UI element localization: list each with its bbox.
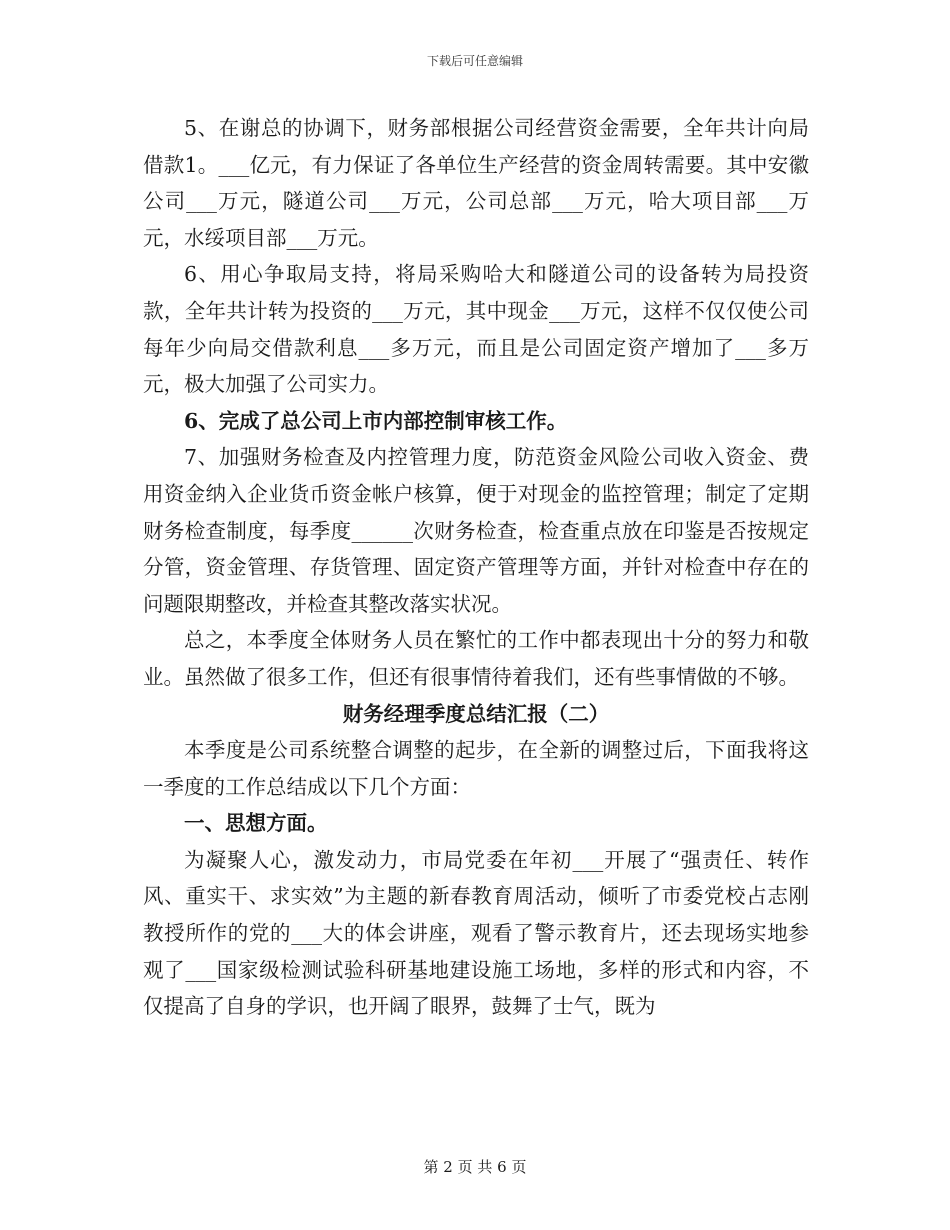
paragraph-summary: 总之，本季度全体财务人员在繁忙的工作中都表现出十分的努力和敬业。虽然做了很多工作，但还有很事情待着我们，还有些事情做的不够。 bbox=[143, 628, 809, 689]
subheading-ideology: 一、思想方面。 bbox=[184, 811, 328, 836]
section-title: 财务经理季度总结汇报（二） bbox=[342, 701, 610, 726]
page-number: 第 2 页 共 6 页 bbox=[423, 1158, 527, 1176]
page-header: 下载后可任意编辑 bbox=[426, 54, 523, 68]
paragraph-intro: 本季度是公司系统整合调整的起步，在全新的调整过后，下面我将这一季度的工作总结成以下几个方面： bbox=[143, 738, 809, 799]
document-body bbox=[143, 110, 809, 1025]
paragraph-ideology: 为凝聚人心，激发动力，市局党委在年初___开展了“强责任、转作风、重实干、求实效”为主题的新春教育周活动，倾听了市委党校占志刚教授所作的党的___大的体会讲座，观看了警示教育片，还去现场实地参观了___国家级检测试验科研基地建设施工场地，多样的形式和内容，不仅提高了自身的学识，也开阔了眼界，鼓舞了士气，既为 bbox=[143, 847, 809, 1019]
paragraph-item-6-investment: 6、用心争取局支持，将局采购哈大和隧道公司的设备转为局投资款，全年共计转为投资的___万元，其中现金___万元，这样不仅仅使公司每年少向局交借款利息___多万元，而且是公司固定资产增加了___多万元，极大加强了公司实力。 bbox=[143, 262, 809, 397]
paragraph-item-6-internal-control: 6、完成了总公司上市内部控制审核工作。 bbox=[184, 408, 568, 433]
paragraph-item-7-inspection: 7、加强财务检查及内控管理力度，防范资金风险公司收入资金、费用资金纳入企业货币资金帐户核算，便于对现金的监控管理；制定了定期财务检查制度，每季度______次财务检查，检查重点放在印鉴是否按规定分管，资金管理、存货管理、固定资产管理等方面，并针对检查中存在的问题限期整改，并检查其整改落实状况。 bbox=[143, 445, 809, 616]
paragraph-item-5-loans: 5、在谢总的协调下，财务部根据公司经营资金需要，全年共计向局借款1。___亿元，有力保证了各单位生产经营的资金周转需要。其中安徽公司___万元，隧道公司___万元，公司总部___万元，哈大项目部___万元，水绥项目部___万元。 bbox=[143, 116, 809, 250]
